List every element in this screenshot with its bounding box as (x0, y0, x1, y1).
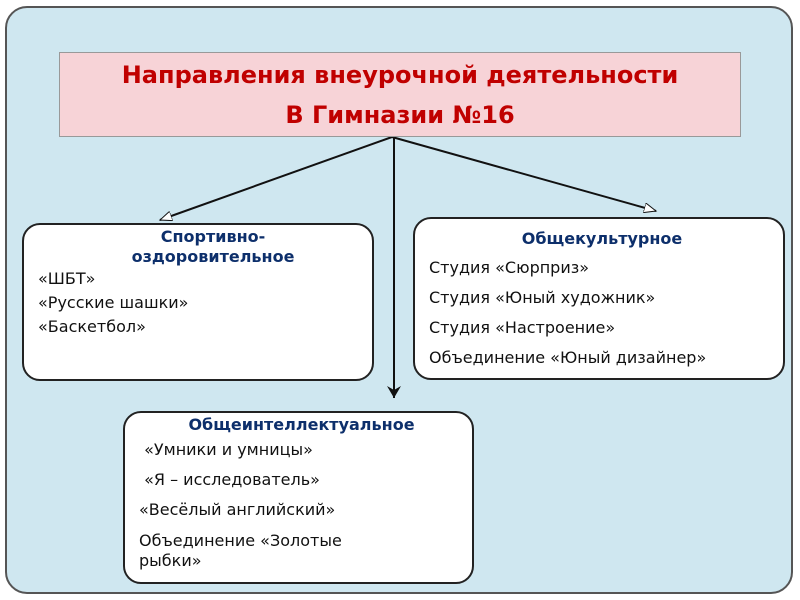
intel-item: Объединение «Золотые рыбки» (139, 531, 342, 570)
intel-item: «Умники и умницы» (139, 440, 313, 459)
intel-heading: Общеинтеллектуальное (188, 415, 415, 434)
card-general-intellectual (123, 411, 474, 584)
culture-item: Студия «Сюрприз» (429, 258, 590, 277)
sport-item: «Русские шашки» (38, 293, 189, 312)
arrow-to-sport (160, 137, 392, 220)
card-general-culture (413, 217, 785, 380)
title-box (59, 52, 741, 137)
arrow-to-culture (392, 137, 656, 211)
sport-heading: Спортивно-оздоровительное (131, 227, 295, 266)
culture-heading: Общекультурное (521, 229, 683, 248)
intel-item: «Весёлый английский» (139, 500, 336, 519)
culture-item: Студия «Юный художник» (429, 288, 656, 307)
culture-item: Объединение «Юный дизайнер» (429, 348, 707, 367)
card-sport-health (22, 223, 374, 381)
title-line-1: Направления внеурочной деятельности (121, 60, 679, 89)
culture-item: Студия «Настроение» (429, 318, 616, 337)
sport-item: «Баскетбол» (38, 317, 146, 336)
title-line-2: В Гимназии №16 (285, 100, 515, 129)
intel-item: «Я – исследователь» (139, 470, 320, 489)
sport-item: «ШБТ» (38, 269, 96, 288)
